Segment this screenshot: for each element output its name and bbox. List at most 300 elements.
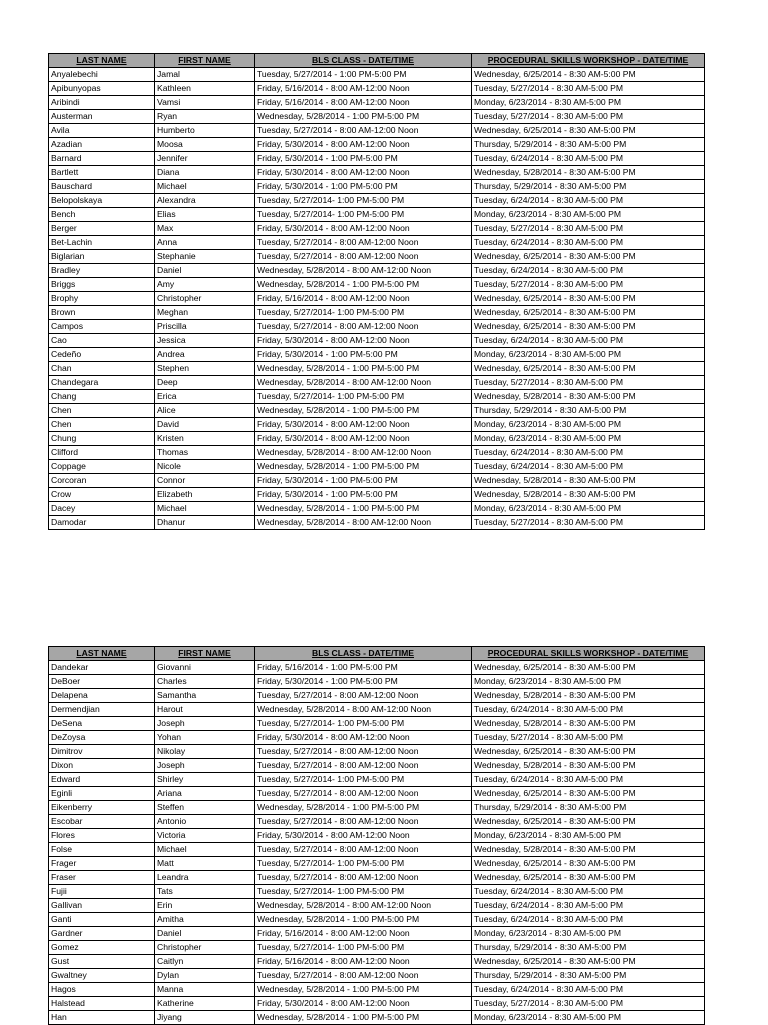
bls-class-cell: Friday, 5/30/2014 - 1:00 PM-5:00 PM — [255, 152, 472, 166]
workshop-cell: Wednesday, 5/28/2014 - 8:30 AM-5:00 PM — [472, 166, 705, 180]
bls-class-cell: Friday, 5/30/2014 - 8:00 AM-12:00 Noon — [255, 334, 472, 348]
last-name-cell: DeBoer — [49, 675, 155, 689]
bls-class-cell: Tuesday, 5/27/2014 - 8:00 AM-12:00 Noon — [255, 759, 472, 773]
last-name-cell: Frager — [49, 857, 155, 871]
table-row — [49, 717, 705, 731]
workshop-cell: Tuesday, 5/27/2014 - 8:30 AM-5:00 PM — [472, 516, 705, 530]
workshop-cell: Tuesday, 6/24/2014 - 8:30 AM-5:00 PM — [472, 152, 705, 166]
table-row — [49, 390, 705, 404]
header-bls-class: BLS CLASS - DATE/TIME — [255, 54, 472, 68]
bls-class-cell: Tuesday, 5/27/2014- 1:00 PM-5:00 PM — [255, 773, 472, 787]
bls-class-cell: Wednesday, 5/28/2014 - 1:00 PM-5:00 PM — [255, 404, 472, 418]
last-name-cell: Avila — [49, 124, 155, 138]
table-row — [49, 208, 705, 222]
last-name-cell: Biglarian — [49, 250, 155, 264]
table-row — [49, 843, 705, 857]
workshop-cell: Wednesday, 5/28/2014 - 8:30 AM-5:00 PM — [472, 474, 705, 488]
workshop-cell: Monday, 6/23/2014 - 8:30 AM-5:00 PM — [472, 96, 705, 110]
bls-class-cell: Wednesday, 5/28/2014 - 1:00 PM-5:00 PM — [255, 1011, 472, 1025]
bls-class-cell: Tuesday, 5/27/2014 - 8:00 AM-12:00 Noon — [255, 787, 472, 801]
table-row — [49, 871, 705, 885]
last-name-cell: DeZoysa — [49, 731, 155, 745]
bls-class-cell: Friday, 5/16/2014 - 8:00 AM-12:00 Noon — [255, 82, 472, 96]
bls-class-cell: Tuesday, 5/27/2014 - 1:00 PM-5:00 PM — [255, 68, 472, 82]
bls-class-cell: Wednesday, 5/28/2014 - 1:00 PM-5:00 PM — [255, 110, 472, 124]
workshop-cell: Monday, 6/23/2014 - 8:30 AM-5:00 PM — [472, 348, 705, 362]
first-name-cell: Christopher — [155, 941, 255, 955]
first-name-cell: Steffen — [155, 801, 255, 815]
workshop-cell: Thursday, 5/29/2014 - 8:30 AM-5:00 PM — [472, 969, 705, 983]
last-name-cell: Coppage — [49, 460, 155, 474]
workshop-cell: Thursday, 5/29/2014 - 8:30 AM-5:00 PM — [472, 180, 705, 194]
last-name-cell: Barnard — [49, 152, 155, 166]
first-name-cell: Tats — [155, 885, 255, 899]
workshop-cell: Tuesday, 6/24/2014 - 8:30 AM-5:00 PM — [472, 236, 705, 250]
last-name-cell: Dermendjian — [49, 703, 155, 717]
last-name-cell: Gwaltney — [49, 969, 155, 983]
workshop-cell: Wednesday, 5/28/2014 - 8:30 AM-5:00 PM — [472, 488, 705, 502]
workshop-cell: Wednesday, 5/28/2014 - 8:30 AM-5:00 PM — [472, 843, 705, 857]
first-name-cell: Alice — [155, 404, 255, 418]
table-row — [49, 264, 705, 278]
workshop-cell: Wednesday, 6/25/2014 - 8:30 AM-5:00 PM — [472, 362, 705, 376]
workshop-cell: Tuesday, 6/24/2014 - 8:30 AM-5:00 PM — [472, 446, 705, 460]
first-name-cell: Erin — [155, 899, 255, 913]
workshop-cell: Wednesday, 6/25/2014 - 8:30 AM-5:00 PM — [472, 124, 705, 138]
first-name-cell: Michael — [155, 502, 255, 516]
first-name-cell: Diana — [155, 166, 255, 180]
last-name-cell: Cao — [49, 334, 155, 348]
first-name-cell: Nikolay — [155, 745, 255, 759]
last-name-cell: Austerman — [49, 110, 155, 124]
last-name-cell: Briggs — [49, 278, 155, 292]
first-name-cell: Connor — [155, 474, 255, 488]
workshop-cell: Monday, 6/23/2014 - 8:30 AM-5:00 PM — [472, 927, 705, 941]
last-name-cell: Chung — [49, 432, 155, 446]
first-name-cell: Amitha — [155, 913, 255, 927]
bls-class-cell: Wednesday, 5/28/2014 - 8:00 AM-12:00 Noon — [255, 446, 472, 460]
bls-class-cell: Wednesday, 5/28/2014 - 1:00 PM-5:00 PM — [255, 278, 472, 292]
table-row — [49, 68, 705, 82]
last-name-cell: Dandekar — [49, 661, 155, 675]
first-name-cell: Leandra — [155, 871, 255, 885]
bls-class-cell: Wednesday, 5/28/2014 - 8:00 AM-12:00 Noon — [255, 376, 472, 390]
last-name-cell: Cedeño — [49, 348, 155, 362]
header-procedural-workshop: PROCEDURAL SKILLS WORKSHOP - DATE/TIME — [472, 54, 705, 68]
table-row — [49, 815, 705, 829]
table-row — [49, 759, 705, 773]
table-row — [49, 516, 705, 530]
first-name-cell: Stephen — [155, 362, 255, 376]
first-name-cell: Andrea — [155, 348, 255, 362]
table-row — [49, 899, 705, 913]
bls-class-cell: Friday, 5/30/2014 - 8:00 AM-12:00 Noon — [255, 166, 472, 180]
bls-class-cell: Friday, 5/16/2014 - 8:00 AM-12:00 Noon — [255, 292, 472, 306]
table-row — [49, 941, 705, 955]
workshop-cell: Wednesday, 6/25/2014 - 8:30 AM-5:00 PM — [472, 871, 705, 885]
last-name-cell: Gallivan — [49, 899, 155, 913]
workshop-cell: Thursday, 5/29/2014 - 8:30 AM-5:00 PM — [472, 801, 705, 815]
first-name-cell: Humberto — [155, 124, 255, 138]
workshop-cell: Tuesday, 6/24/2014 - 8:30 AM-5:00 PM — [472, 885, 705, 899]
bls-class-cell: Wednesday, 5/28/2014 - 1:00 PM-5:00 PM — [255, 362, 472, 376]
last-name-cell: Chandegara — [49, 376, 155, 390]
workshop-cell: Wednesday, 6/25/2014 - 8:30 AM-5:00 PM — [472, 68, 705, 82]
bls-class-cell: Friday, 5/30/2014 - 1:00 PM-5:00 PM — [255, 488, 472, 502]
table-row — [49, 787, 705, 801]
first-name-cell: Matt — [155, 857, 255, 871]
table-row — [49, 745, 705, 759]
first-name-cell: Priscilla — [155, 320, 255, 334]
workshop-cell: Wednesday, 6/25/2014 - 8:30 AM-5:00 PM — [472, 955, 705, 969]
last-name-cell: Gust — [49, 955, 155, 969]
last-name-cell: Escobar — [49, 815, 155, 829]
header-bls-class: BLS CLASS - DATE/TIME — [255, 647, 472, 661]
table-row — [49, 885, 705, 899]
workshop-cell: Tuesday, 5/27/2014 - 8:30 AM-5:00 PM — [472, 82, 705, 96]
table-row — [49, 773, 705, 787]
table-row — [49, 194, 705, 208]
bls-class-cell: Tuesday, 5/27/2014 - 8:00 AM-12:00 Noon — [255, 320, 472, 334]
workshop-cell: Thursday, 5/29/2014 - 8:30 AM-5:00 PM — [472, 941, 705, 955]
first-name-cell: Manna — [155, 983, 255, 997]
header-first-name: FIRST NAME — [155, 54, 255, 68]
first-name-cell: Kristen — [155, 432, 255, 446]
bls-class-cell: Tuesday, 5/27/2014 - 8:00 AM-12:00 Noon — [255, 815, 472, 829]
bls-class-cell: Wednesday, 5/28/2014 - 1:00 PM-5:00 PM — [255, 460, 472, 474]
workshop-cell: Wednesday, 5/28/2014 - 8:30 AM-5:00 PM — [472, 759, 705, 773]
last-name-cell: Edward — [49, 773, 155, 787]
table-row — [49, 236, 705, 250]
bls-class-cell: Tuesday, 5/27/2014 - 8:00 AM-12:00 Noon — [255, 871, 472, 885]
last-name-cell: Han — [49, 1011, 155, 1025]
workshop-cell: Tuesday, 6/24/2014 - 8:30 AM-5:00 PM — [472, 264, 705, 278]
workshop-cell: Wednesday, 6/25/2014 - 8:30 AM-5:00 PM — [472, 661, 705, 675]
bls-class-cell: Friday, 5/30/2014 - 1:00 PM-5:00 PM — [255, 348, 472, 362]
bls-class-cell: Friday, 5/16/2014 - 1:00 PM-5:00 PM — [255, 661, 472, 675]
bls-class-cell: Wednesday, 5/28/2014 - 1:00 PM-5:00 PM — [255, 801, 472, 815]
table-row — [49, 432, 705, 446]
workshop-cell: Wednesday, 6/25/2014 - 8:30 AM-5:00 PM — [472, 815, 705, 829]
table-row — [49, 661, 705, 675]
table-row — [49, 306, 705, 320]
bls-class-cell: Tuesday, 5/27/2014 - 8:00 AM-12:00 Noon — [255, 236, 472, 250]
last-name-cell: Clifford — [49, 446, 155, 460]
workshop-cell: Wednesday, 6/25/2014 - 8:30 AM-5:00 PM — [472, 857, 705, 871]
workshop-cell: Wednesday, 6/25/2014 - 8:30 AM-5:00 PM — [472, 306, 705, 320]
first-name-cell: Alexandra — [155, 194, 255, 208]
workshop-cell: Monday, 6/23/2014 - 8:30 AM-5:00 PM — [472, 502, 705, 516]
bls-class-cell: Tuesday, 5/27/2014 - 8:00 AM-12:00 Noon — [255, 250, 472, 264]
roster-body-2 — [49, 661, 705, 1025]
first-name-cell: Charles — [155, 675, 255, 689]
workshop-cell: Thursday, 5/29/2014 - 8:30 AM-5:00 PM — [472, 138, 705, 152]
first-name-cell: Vamsi — [155, 96, 255, 110]
table-row — [49, 675, 705, 689]
table-row — [49, 152, 705, 166]
workshop-cell: Monday, 6/23/2014 - 8:30 AM-5:00 PM — [472, 432, 705, 446]
workshop-cell: Tuesday, 5/27/2014 - 8:30 AM-5:00 PM — [472, 731, 705, 745]
last-name-cell: Damodar — [49, 516, 155, 530]
last-name-cell: Fraser — [49, 871, 155, 885]
workshop-cell: Tuesday, 5/27/2014 - 8:30 AM-5:00 PM — [472, 278, 705, 292]
table-row — [49, 250, 705, 264]
first-name-cell: Max — [155, 222, 255, 236]
first-name-cell: Anna — [155, 236, 255, 250]
bls-class-cell: Friday, 5/30/2014 - 1:00 PM-5:00 PM — [255, 474, 472, 488]
last-name-cell: Eikenberry — [49, 801, 155, 815]
bls-class-cell: Friday, 5/16/2014 - 8:00 AM-12:00 Noon — [255, 955, 472, 969]
table-row — [49, 138, 705, 152]
last-name-cell: Brophy — [49, 292, 155, 306]
workshop-cell: Tuesday, 5/27/2014 - 8:30 AM-5:00 PM — [472, 222, 705, 236]
table-row — [49, 502, 705, 516]
first-name-cell: Antonio — [155, 815, 255, 829]
bls-class-cell: Tuesday, 5/27/2014 - 8:00 AM-12:00 Noon — [255, 969, 472, 983]
table-row — [49, 829, 705, 843]
first-name-cell: Yohan — [155, 731, 255, 745]
first-name-cell: Harout — [155, 703, 255, 717]
last-name-cell: Chen — [49, 404, 155, 418]
last-name-cell: Bauschard — [49, 180, 155, 194]
last-name-cell: Anyalebechi — [49, 68, 155, 82]
table-row — [49, 460, 705, 474]
first-name-cell: Erica — [155, 390, 255, 404]
workshop-cell: Wednesday, 6/25/2014 - 8:30 AM-5:00 PM — [472, 745, 705, 759]
first-name-cell: Giovanni — [155, 661, 255, 675]
table-row — [49, 110, 705, 124]
workshop-cell: Wednesday, 5/28/2014 - 8:30 AM-5:00 PM — [472, 689, 705, 703]
workshop-cell: Tuesday, 6/24/2014 - 8:30 AM-5:00 PM — [472, 194, 705, 208]
last-name-cell: DeSena — [49, 717, 155, 731]
table-row — [49, 731, 705, 745]
table-row — [49, 348, 705, 362]
table-row — [49, 983, 705, 997]
bls-class-cell: Tuesday, 5/27/2014 - 8:00 AM-12:00 Noon — [255, 843, 472, 857]
header-last-name: LAST NAME — [49, 54, 155, 68]
header-procedural-workshop: PROCEDURAL SKILLS WORKSHOP - DATE/TIME — [472, 647, 705, 661]
bls-class-cell: Friday, 5/30/2014 - 8:00 AM-12:00 Noon — [255, 222, 472, 236]
first-name-cell: Katherine — [155, 997, 255, 1011]
last-name-cell: Belopolskaya — [49, 194, 155, 208]
bls-class-cell: Friday, 5/30/2014 - 8:00 AM-12:00 Noon — [255, 432, 472, 446]
last-name-cell: Flores — [49, 829, 155, 843]
workshop-cell: Wednesday, 5/28/2014 - 8:30 AM-5:00 PM — [472, 390, 705, 404]
bls-class-cell: Wednesday, 5/28/2014 - 1:00 PM-5:00 PM — [255, 983, 472, 997]
workshop-cell: Tuesday, 6/24/2014 - 8:30 AM-5:00 PM — [472, 773, 705, 787]
first-name-cell: Samantha — [155, 689, 255, 703]
first-name-cell: Dhanur — [155, 516, 255, 530]
last-name-cell: Bradley — [49, 264, 155, 278]
last-name-cell: Eginli — [49, 787, 155, 801]
last-name-cell: Azadian — [49, 138, 155, 152]
workshop-cell: Tuesday, 6/24/2014 - 8:30 AM-5:00 PM — [472, 703, 705, 717]
bls-class-cell: Friday, 5/30/2014 - 8:00 AM-12:00 Noon — [255, 829, 472, 843]
table-row — [49, 278, 705, 292]
roster-body-1 — [49, 68, 705, 530]
last-name-cell: Ganti — [49, 913, 155, 927]
last-name-cell: Dimitrov — [49, 745, 155, 759]
bls-class-cell: Tuesday, 5/27/2014 - 8:00 AM-12:00 Noon — [255, 745, 472, 759]
last-name-cell: Dacey — [49, 502, 155, 516]
first-name-cell: David — [155, 418, 255, 432]
table-row — [49, 320, 705, 334]
workshop-cell: Tuesday, 5/27/2014 - 8:30 AM-5:00 PM — [472, 997, 705, 1011]
header-row — [49, 647, 705, 661]
last-name-cell: Dixon — [49, 759, 155, 773]
first-name-cell: Amy — [155, 278, 255, 292]
first-name-cell: Victoria — [155, 829, 255, 843]
table-row — [49, 124, 705, 138]
table-row — [49, 404, 705, 418]
table-row — [49, 334, 705, 348]
bls-class-cell: Tuesday, 5/27/2014- 1:00 PM-5:00 PM — [255, 194, 472, 208]
workshop-cell: Wednesday, 5/28/2014 - 8:30 AM-5:00 PM — [472, 717, 705, 731]
table-row — [49, 222, 705, 236]
workshop-cell: Thursday, 5/29/2014 - 8:30 AM-5:00 PM — [472, 404, 705, 418]
first-name-cell: Ariana — [155, 787, 255, 801]
first-name-cell: Elias — [155, 208, 255, 222]
workshop-cell: Monday, 6/23/2014 - 8:30 AM-5:00 PM — [472, 418, 705, 432]
last-name-cell: Delapena — [49, 689, 155, 703]
table-row — [49, 292, 705, 306]
bls-class-cell: Wednesday, 5/28/2014 - 8:00 AM-12:00 Noon — [255, 516, 472, 530]
first-name-cell: Meghan — [155, 306, 255, 320]
bls-class-cell: Friday, 5/30/2014 - 8:00 AM-12:00 Noon — [255, 418, 472, 432]
workshop-cell: Tuesday, 6/24/2014 - 8:30 AM-5:00 PM — [472, 899, 705, 913]
last-name-cell: Gomez — [49, 941, 155, 955]
roster-table-2 — [48, 646, 705, 1025]
last-name-cell: Brown — [49, 306, 155, 320]
first-name-cell: Joseph — [155, 717, 255, 731]
first-name-cell: Dylan — [155, 969, 255, 983]
last-name-cell: Fujii — [49, 885, 155, 899]
table-row — [49, 180, 705, 194]
bls-class-cell: Wednesday, 5/28/2014 - 8:00 AM-12:00 Noon — [255, 899, 472, 913]
first-name-cell: Joseph — [155, 759, 255, 773]
header-first-name: FIRST NAME — [155, 647, 255, 661]
last-name-cell: Bartlett — [49, 166, 155, 180]
last-name-cell: Berger — [49, 222, 155, 236]
first-name-cell: Jessica — [155, 334, 255, 348]
workshop-cell: Monday, 6/23/2014 - 8:30 AM-5:00 PM — [472, 1011, 705, 1025]
workshop-cell: Wednesday, 6/25/2014 - 8:30 AM-5:00 PM — [472, 292, 705, 306]
bls-class-cell: Tuesday, 5/27/2014- 1:00 PM-5:00 PM — [255, 208, 472, 222]
first-name-cell: Stephanie — [155, 250, 255, 264]
workshop-cell: Tuesday, 6/24/2014 - 8:30 AM-5:00 PM — [472, 460, 705, 474]
workshop-cell: Wednesday, 6/25/2014 - 8:30 AM-5:00 PM — [472, 250, 705, 264]
table-row — [49, 488, 705, 502]
bls-class-cell: Tuesday, 5/27/2014 - 8:00 AM-12:00 Noon — [255, 689, 472, 703]
bls-class-cell: Tuesday, 5/27/2014- 1:00 PM-5:00 PM — [255, 390, 472, 404]
table-row — [49, 997, 705, 1011]
header-last-name: LAST NAME — [49, 647, 155, 661]
workshop-cell: Tuesday, 6/24/2014 - 8:30 AM-5:00 PM — [472, 334, 705, 348]
table-row — [49, 1011, 705, 1025]
first-name-cell: Jennifer — [155, 152, 255, 166]
last-name-cell: Bench — [49, 208, 155, 222]
last-name-cell: Gardner — [49, 927, 155, 941]
last-name-cell: Bet-Lachin — [49, 236, 155, 250]
table-row — [49, 801, 705, 815]
bls-class-cell: Friday, 5/16/2014 - 8:00 AM-12:00 Noon — [255, 96, 472, 110]
first-name-cell: Deep — [155, 376, 255, 390]
first-name-cell: Elizabeth — [155, 488, 255, 502]
last-name-cell: Apibunyopas — [49, 82, 155, 96]
last-name-cell: Corcoran — [49, 474, 155, 488]
table-row — [49, 955, 705, 969]
table-row — [49, 969, 705, 983]
bls-class-cell: Friday, 5/30/2014 - 1:00 PM-5:00 PM — [255, 180, 472, 194]
bls-class-cell: Wednesday, 5/28/2014 - 8:00 AM-12:00 Noon — [255, 264, 472, 278]
last-name-cell: Campos — [49, 320, 155, 334]
first-name-cell: Kathleen — [155, 82, 255, 96]
table-row — [49, 913, 705, 927]
first-name-cell: Jamal — [155, 68, 255, 82]
table-row — [49, 857, 705, 871]
table-row — [49, 474, 705, 488]
last-name-cell: Hagos — [49, 983, 155, 997]
first-name-cell: Moosa — [155, 138, 255, 152]
bls-class-cell: Friday, 5/30/2014 - 8:00 AM-12:00 Noon — [255, 997, 472, 1011]
first-name-cell: Michael — [155, 843, 255, 857]
bls-class-cell: Tuesday, 5/27/2014- 1:00 PM-5:00 PM — [255, 941, 472, 955]
bls-class-cell: Friday, 5/30/2014 - 8:00 AM-12:00 Noon — [255, 138, 472, 152]
workshop-cell: Monday, 6/23/2014 - 8:30 AM-5:00 PM — [472, 675, 705, 689]
first-name-cell: Daniel — [155, 264, 255, 278]
workshop-cell: Tuesday, 6/24/2014 - 8:30 AM-5:00 PM — [472, 983, 705, 997]
workshop-cell: Tuesday, 5/27/2014 - 8:30 AM-5:00 PM — [472, 110, 705, 124]
workshop-cell: Wednesday, 6/25/2014 - 8:30 AM-5:00 PM — [472, 320, 705, 334]
workshop-cell: Tuesday, 6/24/2014 - 8:30 AM-5:00 PM — [472, 913, 705, 927]
table-row — [49, 418, 705, 432]
last-name-cell: Chan — [49, 362, 155, 376]
table-row — [49, 703, 705, 717]
workshop-cell: Tuesday, 5/27/2014 - 8:30 AM-5:00 PM — [472, 376, 705, 390]
bls-class-cell: Tuesday, 5/27/2014- 1:00 PM-5:00 PM — [255, 857, 472, 871]
first-name-cell: Christopher — [155, 292, 255, 306]
table-row — [49, 927, 705, 941]
last-name-cell: Halstead — [49, 997, 155, 1011]
first-name-cell: Michael — [155, 180, 255, 194]
table-row — [49, 82, 705, 96]
table-row — [49, 376, 705, 390]
bls-class-cell: Wednesday, 5/28/2014 - 1:00 PM-5:00 PM — [255, 502, 472, 516]
bls-class-cell: Tuesday, 5/27/2014- 1:00 PM-5:00 PM — [255, 885, 472, 899]
bls-class-cell: Friday, 5/30/2014 - 1:00 PM-5:00 PM — [255, 675, 472, 689]
table-row — [49, 362, 705, 376]
first-name-cell: Ryan — [155, 110, 255, 124]
bls-class-cell: Friday, 5/16/2014 - 8:00 AM-12:00 Noon — [255, 927, 472, 941]
roster-table-1 — [48, 53, 705, 530]
bls-class-cell: Wednesday, 5/28/2014 - 8:00 AM-12:00 Noon — [255, 703, 472, 717]
last-name-cell: Chang — [49, 390, 155, 404]
bls-class-cell: Tuesday, 5/27/2014 - 8:00 AM-12:00 Noon — [255, 124, 472, 138]
table-row — [49, 166, 705, 180]
bls-class-cell: Wednesday, 5/28/2014 - 1:00 PM-5:00 PM — [255, 913, 472, 927]
last-name-cell: Crow — [49, 488, 155, 502]
last-name-cell: Chen — [49, 418, 155, 432]
workshop-cell: Monday, 6/23/2014 - 8:30 AM-5:00 PM — [472, 208, 705, 222]
first-name-cell: Shirley — [155, 773, 255, 787]
bls-class-cell: Friday, 5/30/2014 - 8:00 AM-12:00 Noon — [255, 731, 472, 745]
bls-class-cell: Tuesday, 5/27/2014- 1:00 PM-5:00 PM — [255, 306, 472, 320]
first-name-cell: Jiyang — [155, 1011, 255, 1025]
first-name-cell: Daniel — [155, 927, 255, 941]
first-name-cell: Caitlyn — [155, 955, 255, 969]
table-row — [49, 689, 705, 703]
workshop-cell: Monday, 6/23/2014 - 8:30 AM-5:00 PM — [472, 829, 705, 843]
